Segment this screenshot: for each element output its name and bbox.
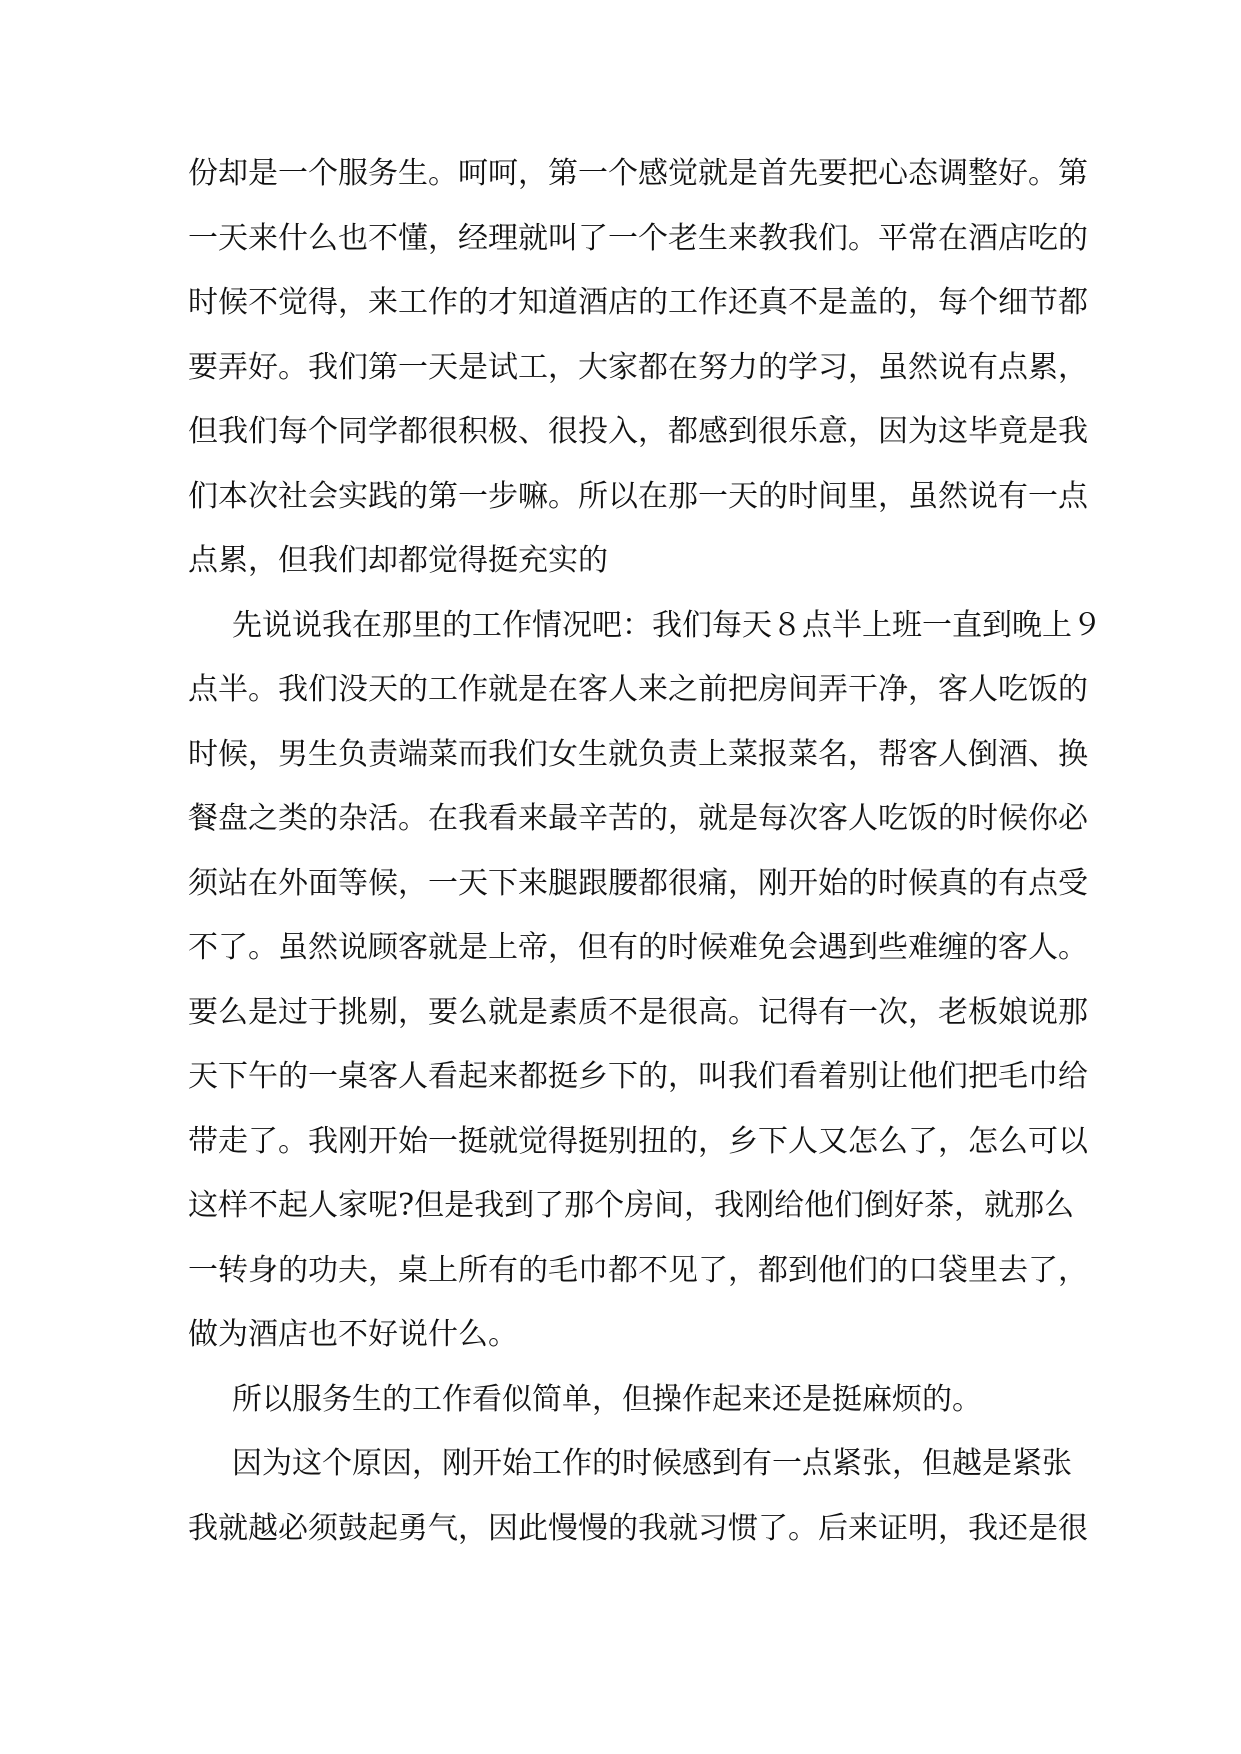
text-line: 带走了。我刚开始一挺就觉得挺别扭的，乡下人又怎么了，怎么可以	[188, 1123, 1088, 1159]
text-line: 做为酒店也不好说什么。	[188, 1317, 518, 1352]
text-line: 一转身的功夫，桌上所有的毛巾都不见了，都到他们的口袋里去了，	[188, 1252, 1088, 1288]
text-line: 我就越必须鼓起勇气，因此慢慢的我就习惯了。后来证明，我还是很	[188, 1510, 1088, 1546]
paragraph-first-line: 因为这个原因，刚开始工作的时候感到有一点紧张，但越是紧张	[232, 1446, 1072, 1481]
text-line: 们本次社会实践的第一步嘛。所以在那一天的时间里，虽然说有一点	[188, 478, 1088, 514]
text-line: 餐盘之类的杂活。在我看来最辛苦的，就是每次客人吃饭的时候你必	[188, 801, 1088, 836]
body-text	[188, 142, 1102, 1561]
paragraph-first-line: 所以服务生的工作看似简单，但操作起来还是挺麻烦的。	[232, 1381, 982, 1417]
text-line: 但我们每个同学都很积极、很投入，都感到很乐意，因为这毕竟是我	[188, 414, 1088, 449]
text-line: 不了。虽然说顾客就是上帝，但有的时候难免会遇到些难缠的客人。	[188, 930, 1088, 965]
text-line: 时候不觉得，来工作的才知道酒店的工作还真不是盖的，每个细节都	[188, 285, 1088, 320]
text-line: 时候，男生负责端菜而我们女生就负责上菜报菜名，帮客人倒酒、换	[188, 736, 1088, 772]
text-line: 点半。我们没天的工作就是在客人来之前把房间弄干净，客人吃饭的	[188, 672, 1088, 707]
text-line: 要么是过于挑剔，要么就是素质不是很高。记得有一次，老板娘说那	[188, 994, 1088, 1030]
text-line: 要弄好。我们第一天是试工，大家都在努力的学习，虽然说有点累，	[188, 349, 1088, 385]
text-line: 须站在外面等候，一天下来腿跟腰都很痛，刚开始的时候真的有点受	[188, 865, 1088, 901]
paragraph-first-line: 先说说我在那里的工作情况吧：我们每天８点半上班一直到晚上９	[232, 607, 1102, 643]
text-line: 点累，但我们却都觉得挺充实的	[188, 543, 608, 578]
text-line: 天下午的一桌客人看起来都挺乡下的，叫我们看着别让他们把毛巾给	[188, 1059, 1088, 1094]
text-line: 一天来什么也不懂，经理就叫了一个老生来教我们。平常在酒店吃的	[188, 220, 1088, 256]
text-line: 份却是一个服务生。呵呵，第一个感觉就是首先要把心态调整好。第	[188, 156, 1088, 191]
text-line: 这样不起人家呢?但是我到了那个房间，我刚给他们倒好茶，就那么	[188, 1188, 1075, 1223]
